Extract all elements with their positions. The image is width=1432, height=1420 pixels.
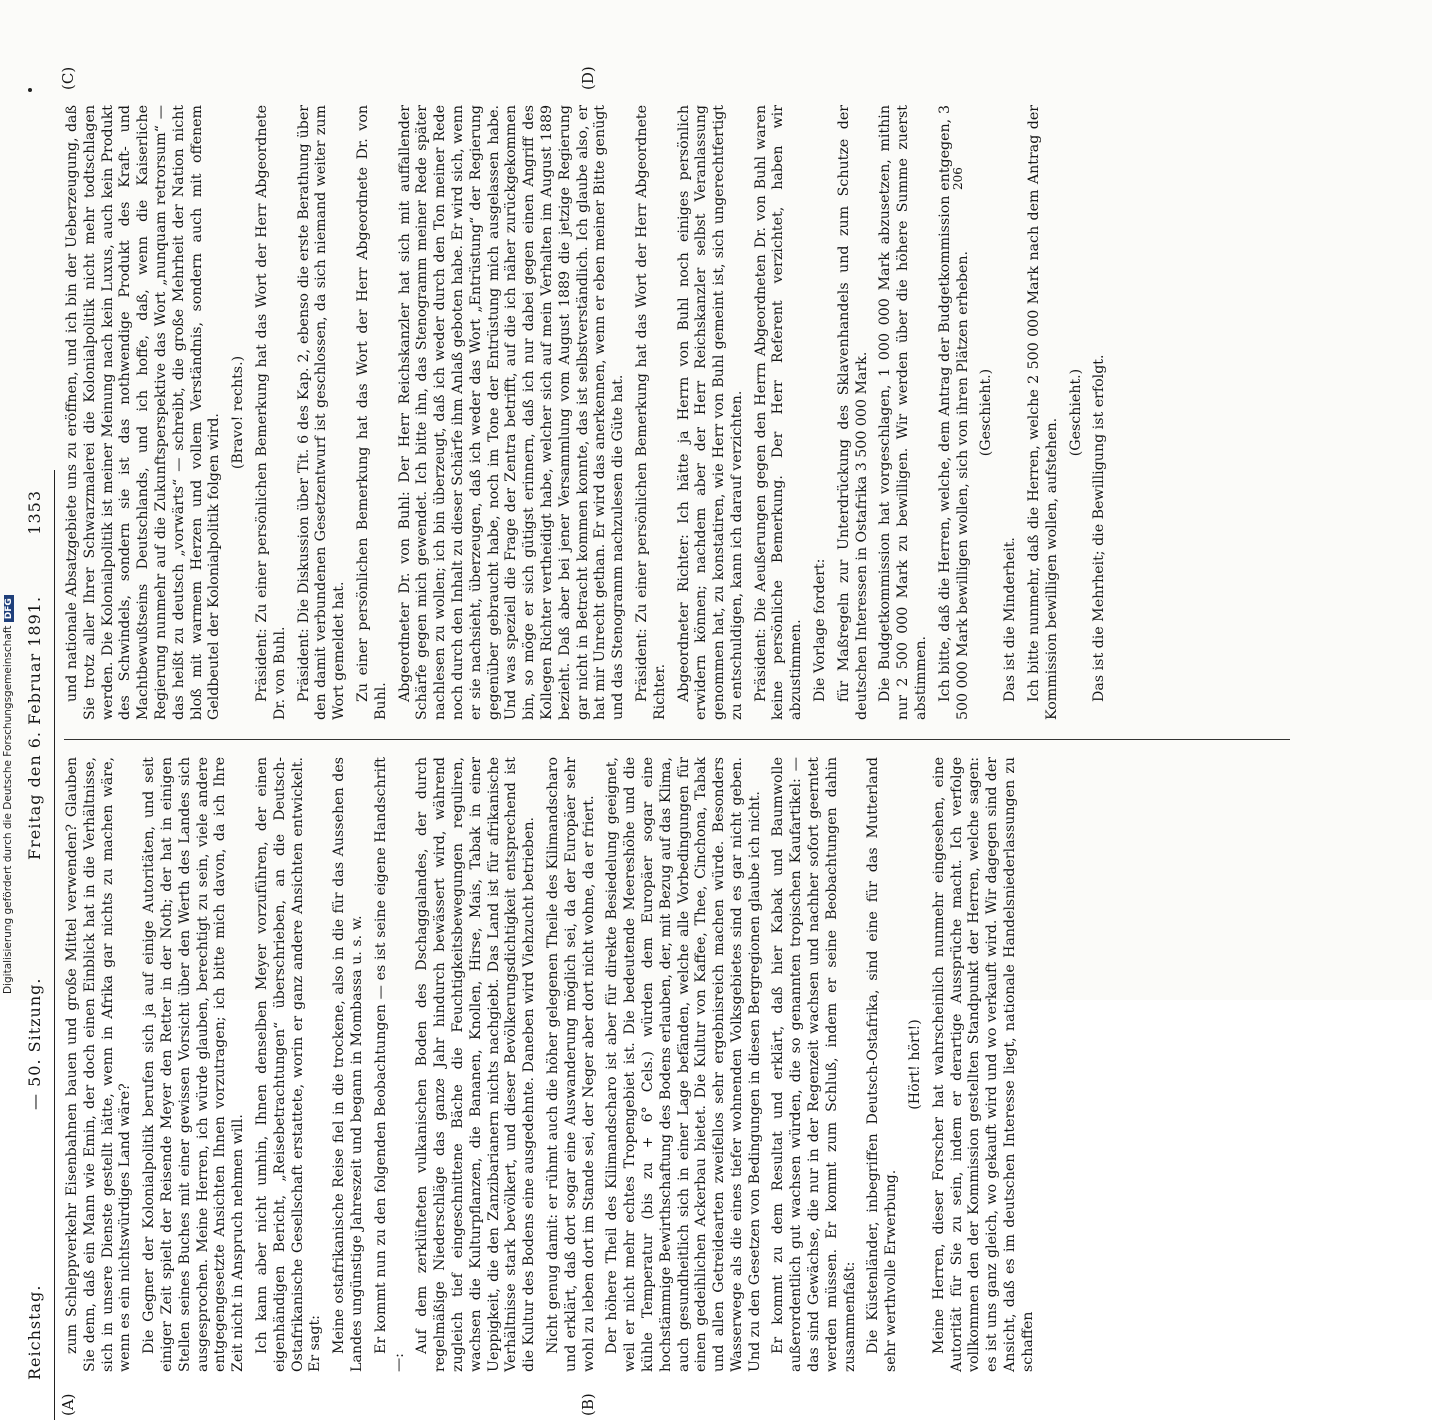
right-column-paragraph: Das ist die Mehrheit; die Bewilligung ist erfolgt. <box>1091 354 1108 702</box>
right-column-paragraph: Das ist die Minderheit. <box>1002 537 1019 702</box>
right-column-paragraph: für Maßregeln zur Unterdrückung des Sklavenhandels und zum Schutze der deutschen Interessen in Ostafrika 3 500 000 Mark. <box>835 105 870 720</box>
right-column-paragraph: Abgeordneter Dr. von Buhl: Der Herr Reichskanzler hat sich mit auffallender Schärfe gegen mich gewendet. Ich bitte ihn, das Stenogramm meiner Rede später nachlesen zu wollen; ich bin überzeugt, daß ich weder durch den Ton meiner Rede noch durch den Inhalt zu dieser Schärfe ihm Anlaß geboten habe. Er wird sich, wenn er sie nachsieht, überzeugen, daß ich weder das Wort „Entrüstung“ der Regierung gegenüber gebraucht habe, noch im Tone der Entrüstung mich ausgelassen habe. Und was speziell die Frage der Zentra betrifft, auf die ich näher zurückgekommen bin, so möge er sich gütigst erinnern, daß ich nur dabei gegen einen Angriff des Kollegen Richter vertheidigt habe, welcher sich auf mein Verhalten im August 1889 bezieht. Daß aber bei jener Versammlung vom August 1889 die jetzige Regierung gar nicht in Betracht kommen konnte, das ist selbstverständlich. Ich glaube also, er hat mir Unrecht gethan. Er wird das anerkennen, wenn er eben meiner Bitte genügt und das Stenogramm nachzulesen die Güte hat. <box>396 105 627 720</box>
left-column-paragraph: Ich kann aber nicht umhin, Ihnen denselben Meyer vorzuführen, der einen eigenhändigen Bericht, „Reisebetrachtungen“ überschrieben, an die Deutsch-Ostafrikanische Gesellschaft erstattete, worin er ganz andere Ansichten entwickelt. Er sagt: <box>253 757 324 1372</box>
right-column-paragraph: Zu einer persönlichen Bemerkung hat das Wort der Herr Abgeordnete Dr. von Buhl. <box>354 105 389 720</box>
margin-marker-c: (C) <box>59 66 77 90</box>
scan-speck <box>28 88 32 92</box>
right-column-paragraph: Präsident: Zu einer persönlichen Bemerkung hat das Wort der Herr Abgeordnete Dr. von Buhl. <box>253 105 288 720</box>
left-column-paragraph: Auf dem zerklüfteten vulkanischen Boden des Dschaggalandes, der durch regelmäßige Niederschläge das ganze Jahr hindurch bewässert wird, während zugleich tief eingeschnittene Bäche die Feuchtigkeitsbewegungen reguliren, wachsen die Kulturpflanzen, die Bananen, Knollen, Hirse, Mais, Tabak in einer Ueppigkeit, die den Zanzibarianern nichts nachgiebt. Das Land ist für afrikanische Verhältnisse stark bevölkert, und dieser Bevölkerungsdichtigkeit entsprechend ist die Kultur des Bodens eine ausgedehnte. Daneben wird Viehzucht betrieben. <box>414 757 538 1372</box>
left-column-paragraph: Die Küstenländer, inbegriffen Deutsch-Ostafrika, sind eine für das Mutterland sehr werthvolle Erwerbung. <box>865 757 900 1372</box>
header-rule <box>54 470 55 1420</box>
right-column-paragraph: Abgeordneter Richter: Ich hätte ja Herrn von Buhl noch einiges persönlich erwidern können; nachdem aber der Herr Reichskanzler selbst Veranlassung genommen hat, zu konstatiren, wie Herr von Buhl gemeint ist, sich ungerechtfertigt zu entschuldigen, kann ich darauf verzichten. <box>675 105 745 720</box>
header-session: — 50. Sitzung. <box>25 977 44 1110</box>
left-column-paragraph: Er kommt nun zu den folgenden Beobachtungen — es ist seine eigene Handschrift —: <box>372 757 407 1372</box>
right-column-paragraph: Präsident: Die Diskussion über Tit. 6 des Kap. 2, ebenso die erste Berathung über den damit verbundenen Gesetzentwurf ist geschlossen, da sich niemand weiter zum Wort gemeldet hat. <box>295 105 348 720</box>
margin-marker-a: (A) <box>59 1393 77 1416</box>
left-column-paragraph: Nicht genug damit: er rühmt auch die höher gelegenen Theile des Kilimandscharo und erklärt, daß dort sogar eine Auswanderung möglich sei, da der Europäer sehr wohl zu leben dort im Stande sei, der Neger aber dort nicht wohne, da er friert. <box>544 757 597 1372</box>
dfg-logo: DFG <box>4 595 14 622</box>
header-title: Reichstag. <box>25 1284 44 1380</box>
right-column-paragraph: (Bravo! rechts.) <box>230 355 247 470</box>
right-column-paragraph: Ich bitte, daß die Herren, welche, dem Antrag der Budgetkommission entgegen, 3 500 000 Mark bewilligen wollen, sich von ihren Plätzen erheben. <box>936 105 971 720</box>
running-header <box>26 480 52 1380</box>
rotated-page <box>20 66 1410 1420</box>
left-column-paragraph: Der höhere Theil des Kilimandscharo ist aber für direkte Besiedelung geeignet, weil er nicht mehr echtes Tropengebiet ist. Die bedeutende Meereshöhe und die kühle Temperatur (bis zu + 6° Cels.) würden dem Europäer sogar eine hochstämmige Bewirthschaftung des Bodens erlauben, der, mit Bezug auf das Klima, auch gesundheitlich sich in einer Lage befänden, welche alle Vorbedingungen für einen gedeihlichen Ackerbau bietet. Die Kultur von Kaffee, Thee, Cinchona, Tabak und allen Getreidearten zweifellos sehr ergebnisreich machen würde. Besonders Wasserwege als die eines tiefer wohnenden Volksgebietes sind es gar nicht geben. Und zu den Gesetzen von Bedingungen in diesen Bergregionen glaube ich nicht. <box>604 757 763 1372</box>
left-column-paragraph: (Hört! hört!) <box>907 1019 924 1110</box>
right-column-paragraph: (Geschieht.) <box>1067 368 1084 457</box>
header-date: Freitag den 6. Februar 1891. <box>25 595 44 860</box>
right-column-paragraph: Die Budgetkommission hat vorgeschlagen, 1 000 000 Mark abzusetzen, mithin nur 2 500 000 Mark zu bewilligen. Wir werden über die höhere Summe zuerst abstimmen. <box>877 105 930 720</box>
right-column-paragraph: Die Vorlage fordert: <box>812 558 829 702</box>
credit-text: Digitalisierung gefördert durch die Deutsche Forschungsgemeinschaft <box>2 625 14 994</box>
margin-marker-d: (D) <box>579 66 597 90</box>
left-column-paragraph: zum Schleppverkehr Eisenbahnen bauen und große Mittel verwenden? Glauben Sie denn, daß ein Mann wie Emin, der doch einen Einblick hat in die Verhältnisse, sich in unsere Dienste gestellt hätte, wenn in Afrika gar nichts zu machen wäre, wenn es ein nichtswürdiges Land wäre? <box>64 757 134 1372</box>
left-column-paragraph: Er kommt zu dem Resultat und erklärt, daß hier Kabak und Baumwolle außerordentlich gut wachsen würden, die so genannten tropischen Kaufartikel: — das sind Gewächse, die nur in der Regenzeit wachsen und nachher sofort geerntet werden müssen. Er kommt zum Schluß, indem er seine Beobachtungen dahin zusammenfaßt: <box>770 757 858 1372</box>
header-page-number: 1353 <box>25 490 44 535</box>
column-divider <box>64 739 1290 740</box>
right-column-paragraph: Präsident: Die Aeußerungen gegen den Herrn Abgeordneten Dr. von Buhl waren keine persönliche Bemerkung. Der Herr Referent verzichtet, haben wir abzustimmen. <box>752 105 805 720</box>
margin-marker-b: (B) <box>579 1393 597 1416</box>
left-column-paragraph: Meine Herren, dieser Forscher hat wahrscheinlich nunmehr eingesehen, eine Autorität für Sie zu sein, indem er derartige Aussprüche macht. Ich verfolge vollkommen den der Kommission gestellten Standpunkt der Herren, welche sagen: es ist uns ganz gleich, wo gekauft wird und wo verkauft wird. Wir dagegen sind der Ansicht, daß es im deutschen Interesse liegt, nationale Handelsniederlassungen zu schaffen <box>930 757 1036 1372</box>
right-column-paragraph: und nationale Absatzgebiete uns zu eröffnen, und ich bin der Ueberzeugung, daß Sie trotz aller Ihrer Schwarzmalerei die Kolonialpolitik nicht mehr todtschlagen werden. Die Kolonialpolitik ist meiner Meinung nach kein Luxus, auch kein Produkt des Schwindels, sondern sie ist das nothwendige Produkt des Kraft- und Machtbewußtseins Deutschlands, und ich hoffe, daß, wenn die Kaiserliche Regierung nunmehr auf die Zukunftsperspektive das Wort „nunquam retrorsum“ — das heißt zu deutsch „vorwärts“ — schreibt, die große Mehrheit der Nation nicht bloß mit warmem Herzen und vollem Verständnis, sondern auch mit offenem Geldbeutel der Kolonialpolitik folgen wird. <box>64 105 223 720</box>
right-column-paragraph: Ich bitte nunmehr, daß die Herren, welche 2 500 000 Mark nach dem Antrag der Kommission bewilligen wollen, aufstehen. <box>1026 105 1060 720</box>
right-column <box>64 105 1115 720</box>
left-column <box>64 757 1044 1372</box>
left-column-paragraph: Die Gegner der Kolonialpolitik berufen sich ja auf einige Autoritäten, und seit einiger Zeit spielt der Reisende Meyer den Retter in der Noth; der hat in einigen Stellen seines Buches mit einer gewissen Vorsicht über den Werth des Landes sich ausgesprochen. Meine Herren, ich würde glauben, berechtigt zu sein, viele andere entgegengesetzte Ansichten Ihnen vorzutragen; ich bitte mich davon, da ich Ihre Zeit nicht in Anspruch nehmen will. <box>141 757 247 1372</box>
left-column-paragraph: Meine ostafrikanische Reise fiel in die trockene, also in die für das Aussehen des Landes ungünstige Jahreszeit und begann in Mombassa u. s. w. <box>331 757 365 1372</box>
right-column-paragraph: (Geschieht.) <box>978 368 995 457</box>
credit-strip <box>0 0 20 1000</box>
page-footer-number: 206 <box>951 167 965 190</box>
right-column-paragraph: Präsident: Zu einer persönlichen Bemerkung hat das Wort der Herr Abgeordnete Richter. <box>633 105 668 720</box>
